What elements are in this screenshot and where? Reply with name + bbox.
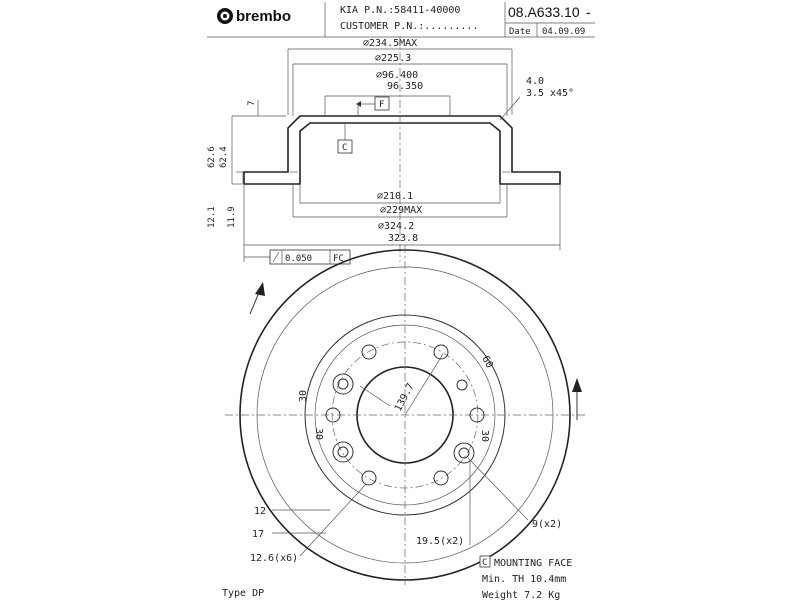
thickness-11-9: 11.9 (227, 206, 237, 228)
date-label: Date (509, 27, 531, 37)
date-value: 04.09.09 (542, 27, 586, 37)
dim-d324-lower: 323.8 (388, 233, 419, 244)
rotor-section-profile (244, 116, 560, 184)
angle-30-left-upper: 30 (298, 389, 309, 402)
angle-30-left-lower: 30 (313, 428, 324, 441)
counterbore-1 (333, 374, 353, 394)
chamfer-4: 4.0 (526, 76, 545, 87)
runout-ref: FC (333, 254, 344, 264)
part-suffix: - (586, 4, 591, 20)
dim-12: 12 (254, 506, 267, 517)
runout-value: 0.050 (285, 254, 313, 264)
dim-17: 17 (252, 529, 265, 540)
chamfer-angle: x45° (550, 88, 575, 99)
mounting-hole-5 (434, 471, 448, 485)
mount-ref-label: C (342, 143, 348, 153)
brembo-part-number: 08.A633.10 (508, 4, 580, 20)
dim-d225: ⌀225.3 (375, 53, 412, 64)
holes-19-5: 19.5(x2) (416, 536, 465, 547)
holes-12-6: 12.6(x6) (250, 553, 299, 564)
pcd-label: 139.7 (392, 381, 417, 414)
dim-d324-upper: ⌀324.2 (378, 221, 415, 232)
mounting-hole-4 (362, 471, 376, 485)
angle-30-right: 30 (479, 430, 490, 443)
brand-name: brembo (236, 8, 292, 25)
flatness-ref-label: F (379, 100, 385, 110)
angle-60: 60 (479, 354, 495, 371)
thickness-12-1: 12.1 (207, 206, 217, 228)
mounting-hole-2 (362, 345, 376, 359)
customer-part-number: CUSTOMER P.N.:......... (340, 21, 479, 32)
holes-9: 9(x2) (532, 519, 563, 530)
chamfer-3-5: 3.5 (526, 88, 545, 99)
min-thickness-note: Min. TH 10.4mm (482, 574, 567, 585)
oem-part-number: KIA P.N.:58411-40000 (340, 5, 461, 16)
height-62-4: 62.4 (219, 146, 229, 168)
front-view (225, 245, 585, 585)
counterbore-2 (454, 443, 474, 463)
mounting-face-note: MOUNTING FACE (494, 558, 573, 569)
counterbore-3 (333, 442, 353, 462)
dim-7: 7 (247, 100, 257, 106)
rotation-arrow-left (255, 282, 265, 296)
dim-d229: ⌀229MAX (380, 205, 423, 216)
dim-d210: ⌀210.1 (377, 191, 414, 202)
rotation-arrow-right (572, 378, 582, 392)
dim-d96-lower: 96.350 (387, 81, 424, 92)
set-screw-hole-3 (338, 447, 348, 457)
set-screw-hole-1 (338, 379, 348, 389)
type-note: Type DP (222, 588, 265, 599)
brembo-logo (217, 8, 291, 25)
set-screw-hole-4 (457, 380, 467, 390)
weight-note: Weight 7.2 Kg (482, 590, 561, 600)
height-62-6: 62.6 (207, 146, 217, 168)
dim-d96-upper: ⌀96.400 (376, 70, 419, 81)
notes-mount-ref: C (482, 558, 488, 568)
dim-d234: ⌀234.5MAX (363, 38, 418, 49)
